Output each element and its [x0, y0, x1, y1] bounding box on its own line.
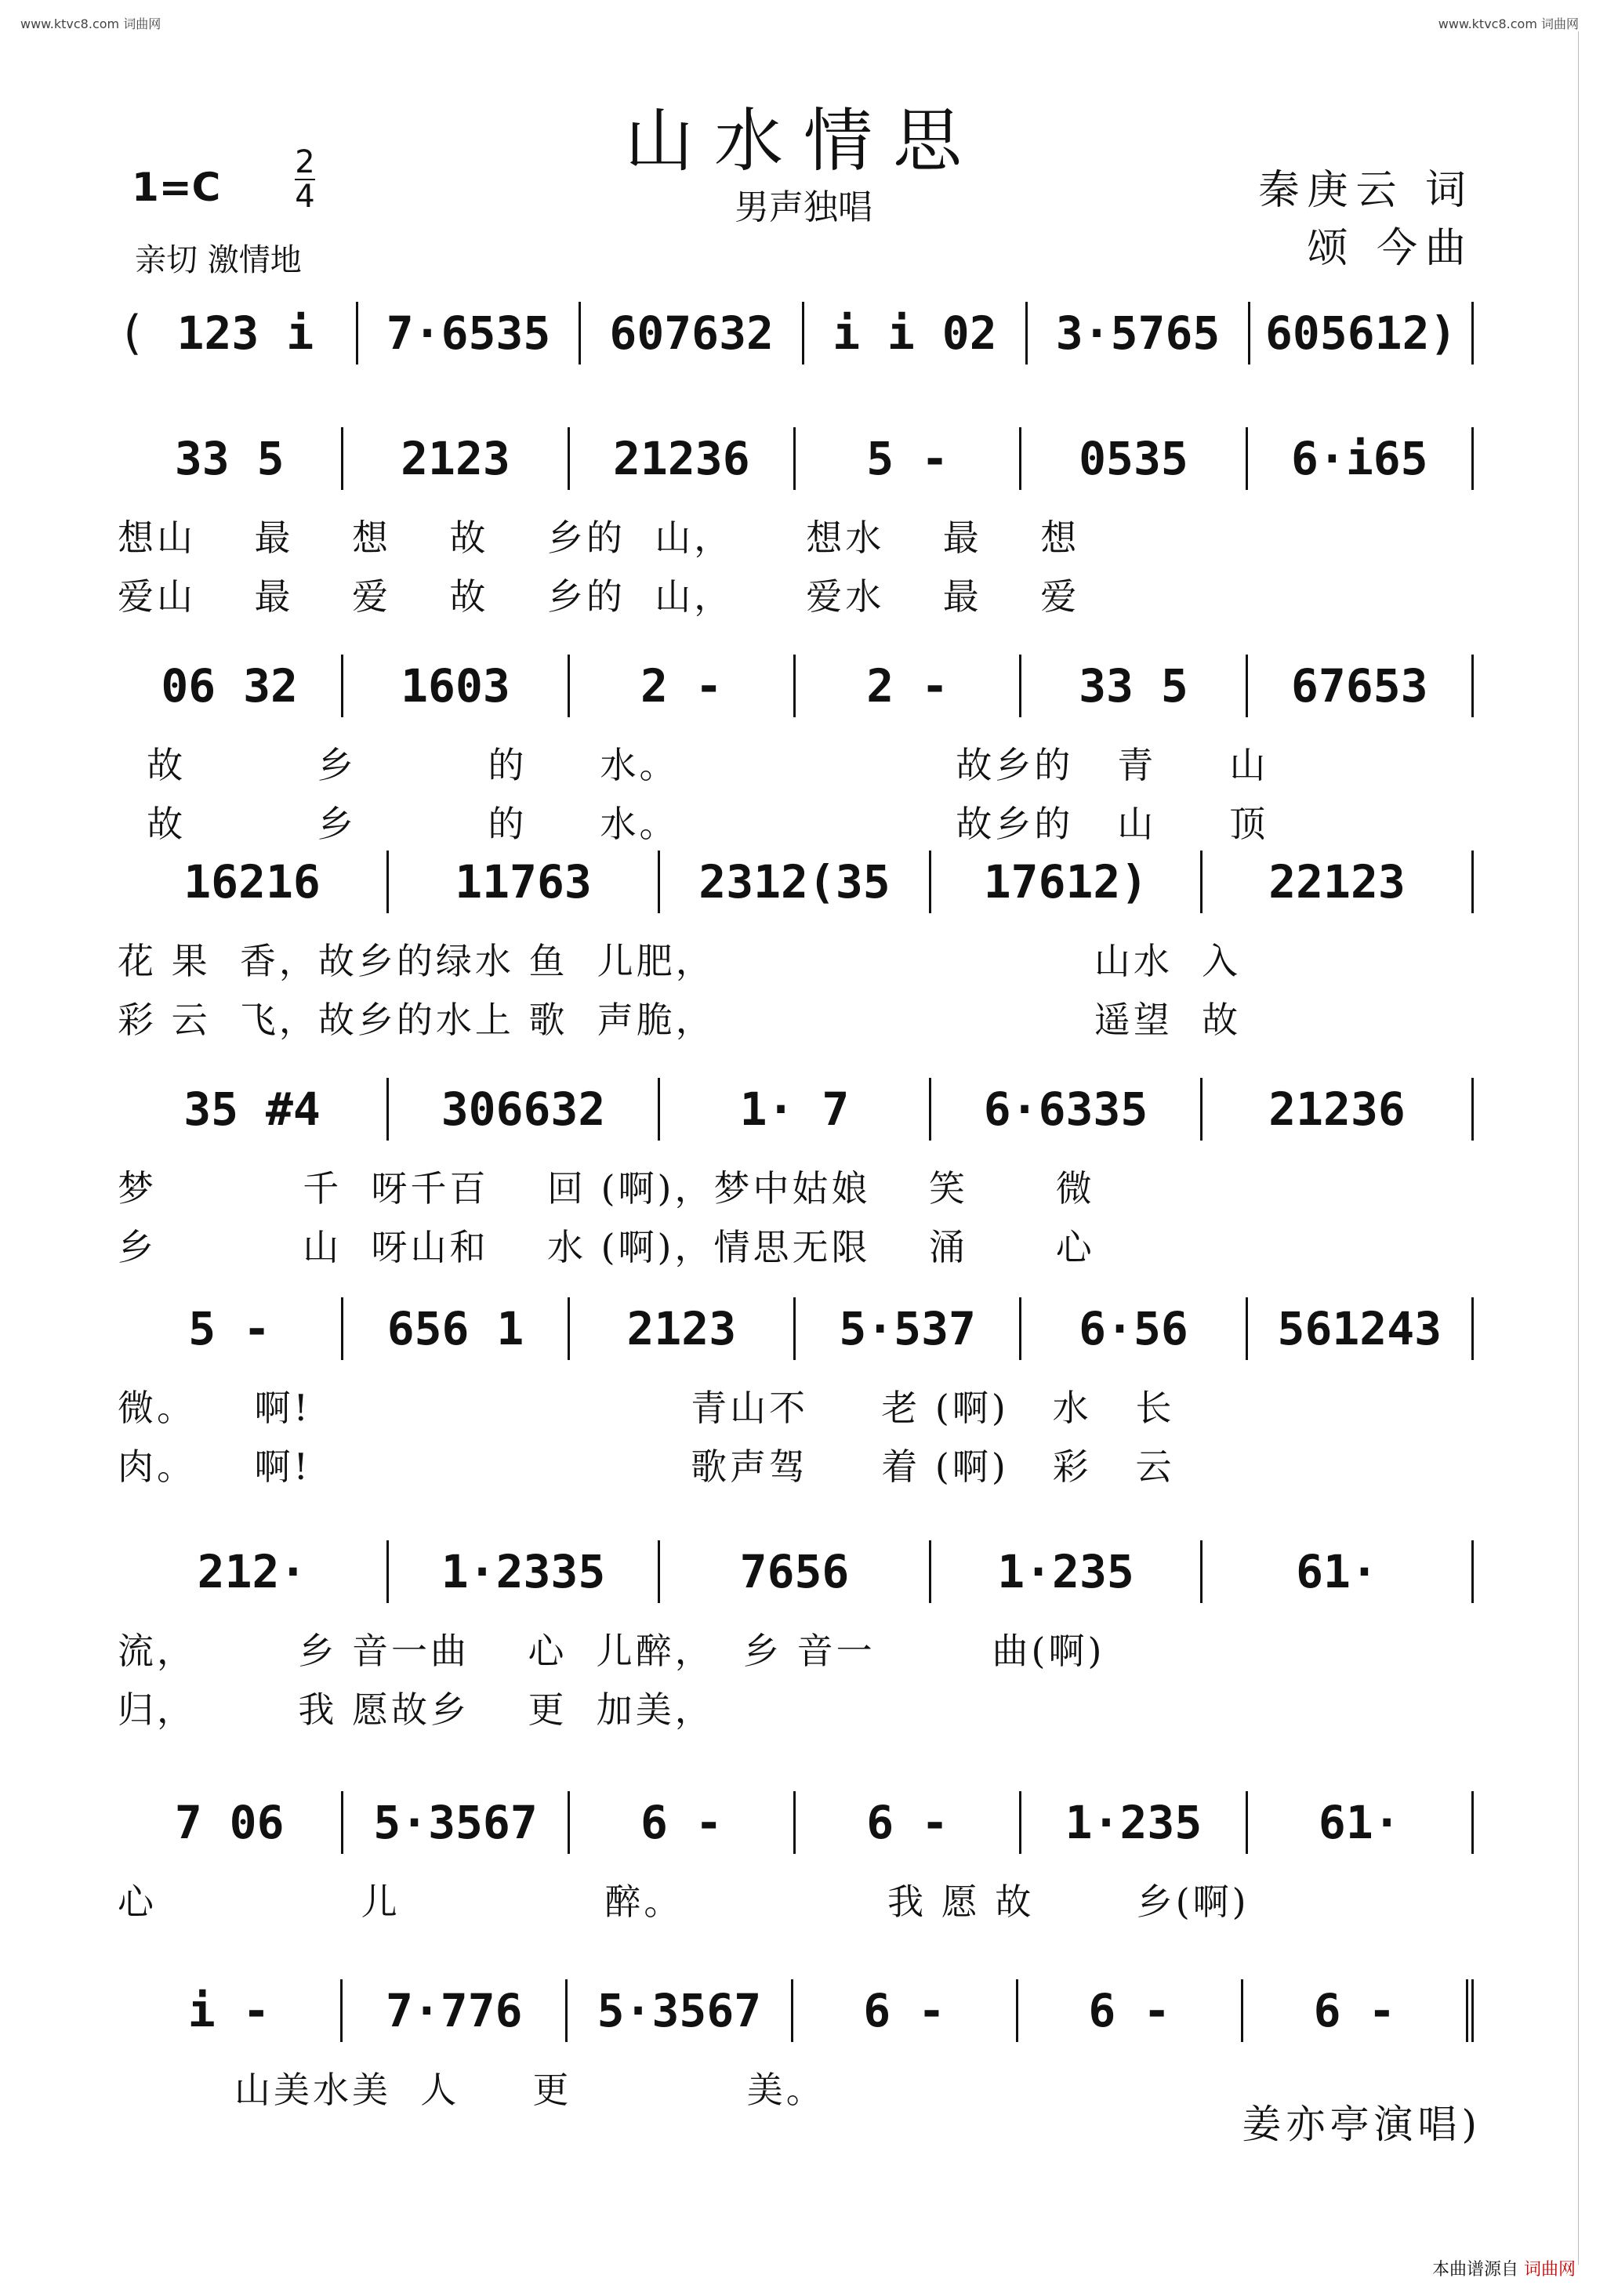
measure: 1·235 — [1021, 1791, 1247, 1854]
notation-line — [118, 1074, 1474, 1144]
lyric-line: 梦 千 呀千百 回 (啊)，梦中姑娘 笑 微 — [118, 1167, 1095, 1210]
lyric-line: 花 果 香，故乡的绿水 鱼 儿肥， 山水 入 — [118, 940, 1242, 982]
measure: 6·6335 — [931, 1078, 1203, 1141]
measure: 7·6535 — [358, 302, 582, 365]
measure: 6 - — [796, 1791, 1021, 1854]
measure: 6·i65 — [1248, 427, 1474, 490]
measure: 212· — [118, 1540, 389, 1603]
measure: 7·776 — [343, 1979, 568, 2042]
lyric-line: 归， 我 愿故乡 更 加美， — [118, 1688, 714, 1731]
measure: 1·235 — [931, 1540, 1203, 1603]
measure: 6·56 — [1021, 1297, 1247, 1360]
lyric-line: 故 乡 的 水。 故乡的 青 山 — [118, 744, 1269, 786]
measure: 607632 — [581, 302, 804, 365]
measure: 0535 — [1021, 427, 1247, 490]
meter-top: 2 — [295, 144, 315, 180]
notation-line — [118, 298, 1474, 368]
score-system — [118, 847, 1474, 1041]
lyric-line: 流， 乡 音一曲 心 儿醉， 乡 音一 曲(啊) — [118, 1630, 1105, 1672]
notation-line — [118, 651, 1474, 721]
source-footer — [1432, 2256, 1576, 2280]
measure: 605612) — [1250, 302, 1474, 365]
measure: 21236 — [1203, 1078, 1474, 1141]
measure: 33 5 — [1021, 655, 1247, 717]
measure: 2312(35 — [660, 851, 931, 913]
measure: 6 - — [570, 1791, 796, 1854]
measure: 2123 — [343, 427, 569, 490]
measure: 123 i — [135, 302, 358, 365]
lyricist-credit: 秦庚云 词 — [1258, 167, 1474, 214]
lyric-line: 肉。 啊! 歌声驾 着 (啊) 彩 云 — [118, 1445, 1175, 1488]
measure: 7656 — [660, 1540, 931, 1603]
watermark-left: www.ktvc8.com 词曲网 — [20, 16, 161, 31]
measure: 21236 — [570, 427, 796, 490]
measure: 2123 — [570, 1297, 796, 1360]
measure: 656 1 — [343, 1297, 569, 1360]
score-system — [118, 423, 1474, 618]
notation-line — [118, 1293, 1474, 1364]
performer-credit: 姜亦亭演唱) — [1242, 2102, 1482, 2147]
lyric-line: 山美水美 人 更 美。 — [118, 2069, 825, 2111]
measure: 11763 — [389, 851, 660, 913]
source-site: 词曲网 — [1523, 2260, 1576, 2280]
score-system — [118, 1787, 1474, 1975]
page-edge — [1578, 31, 1596, 2265]
notation-line — [118, 1787, 1474, 1858]
measure: 2 - — [796, 655, 1021, 717]
measure: 5 - — [796, 427, 1021, 490]
notation-line — [118, 847, 1474, 917]
measure: 06 32 — [118, 655, 343, 717]
lyric-line: 想山 最 想 故 乡的 山， 想水 最 想 — [118, 517, 1080, 559]
lyric-line: 微。 啊! 青山不 老 (啊) 水 长 — [118, 1387, 1175, 1429]
measure: 5·3567 — [343, 1791, 569, 1854]
score-system — [118, 651, 1474, 845]
notation-line — [118, 423, 1474, 494]
composer-credit: 颂 今曲 — [1307, 225, 1474, 272]
measure: 561243 — [1248, 1297, 1474, 1360]
tempo-marking: 亲切 激情地 — [135, 242, 302, 278]
lyric-line: 心 儿 醉。 我 愿 故 乡(啊) — [118, 1881, 1250, 1923]
measure: 61· — [1248, 1791, 1474, 1854]
measure: 6 - — [793, 1979, 1018, 2042]
lyric-line: 乡 山 呀山和 水 (啊)，情思无限 涌 心 — [118, 1226, 1095, 1268]
measure: 17612) — [931, 851, 1203, 913]
source-label: 本曲谱源自 — [1431, 2260, 1518, 2280]
measure: 35 #4 — [118, 1078, 389, 1141]
key-signature: 1=C — [132, 165, 221, 210]
measure: 5·537 — [796, 1297, 1021, 1360]
measure: 61· — [1203, 1540, 1474, 1603]
meter-bottom: 4 — [295, 179, 315, 215]
measure: 1· 7 — [660, 1078, 931, 1141]
measure: 16216 — [118, 851, 389, 913]
measure: 67653 — [1248, 655, 1474, 717]
score-system — [118, 1293, 1474, 1488]
measure: 5 - — [118, 1297, 343, 1360]
measure: i i 02 — [804, 302, 1028, 365]
measure: 3·5765 — [1028, 302, 1251, 365]
measure: 5·3567 — [568, 1979, 793, 2042]
lyric-line: 故 乡 的 水。 故乡的 山 顶 — [118, 803, 1269, 845]
notation-line — [118, 1536, 1474, 1607]
measure: 6 - — [1243, 1979, 1474, 2042]
lyric-line: 爱山 最 爱 故 乡的 山， 爱水 最 爱 — [118, 575, 1080, 618]
time-signature — [295, 144, 315, 215]
score-system — [118, 1536, 1474, 1731]
measure: 1603 — [343, 655, 569, 717]
measure: 2 - — [570, 655, 796, 717]
song-title: 山水情思 — [624, 100, 982, 181]
measure: i - — [118, 1979, 343, 2042]
lyric-line: 彩 云 飞，故乡的水上 歌 声脆， 遥望 故 — [118, 999, 1242, 1041]
watermark-right: www.ktvc8.com 词曲网 — [1438, 16, 1579, 31]
measure: 22123 — [1203, 851, 1474, 913]
measure: 1·2335 — [389, 1540, 660, 1603]
measure: 6 - — [1018, 1979, 1243, 2042]
opening-paren: ( — [118, 306, 147, 361]
song-subtitle: 男声独唱 — [735, 187, 872, 227]
notation-line — [118, 1975, 1474, 2046]
measure: 7 06 — [118, 1791, 343, 1854]
measure: 306632 — [389, 1078, 660, 1141]
score-system — [118, 1074, 1474, 1268]
measure: 33 5 — [118, 427, 343, 490]
